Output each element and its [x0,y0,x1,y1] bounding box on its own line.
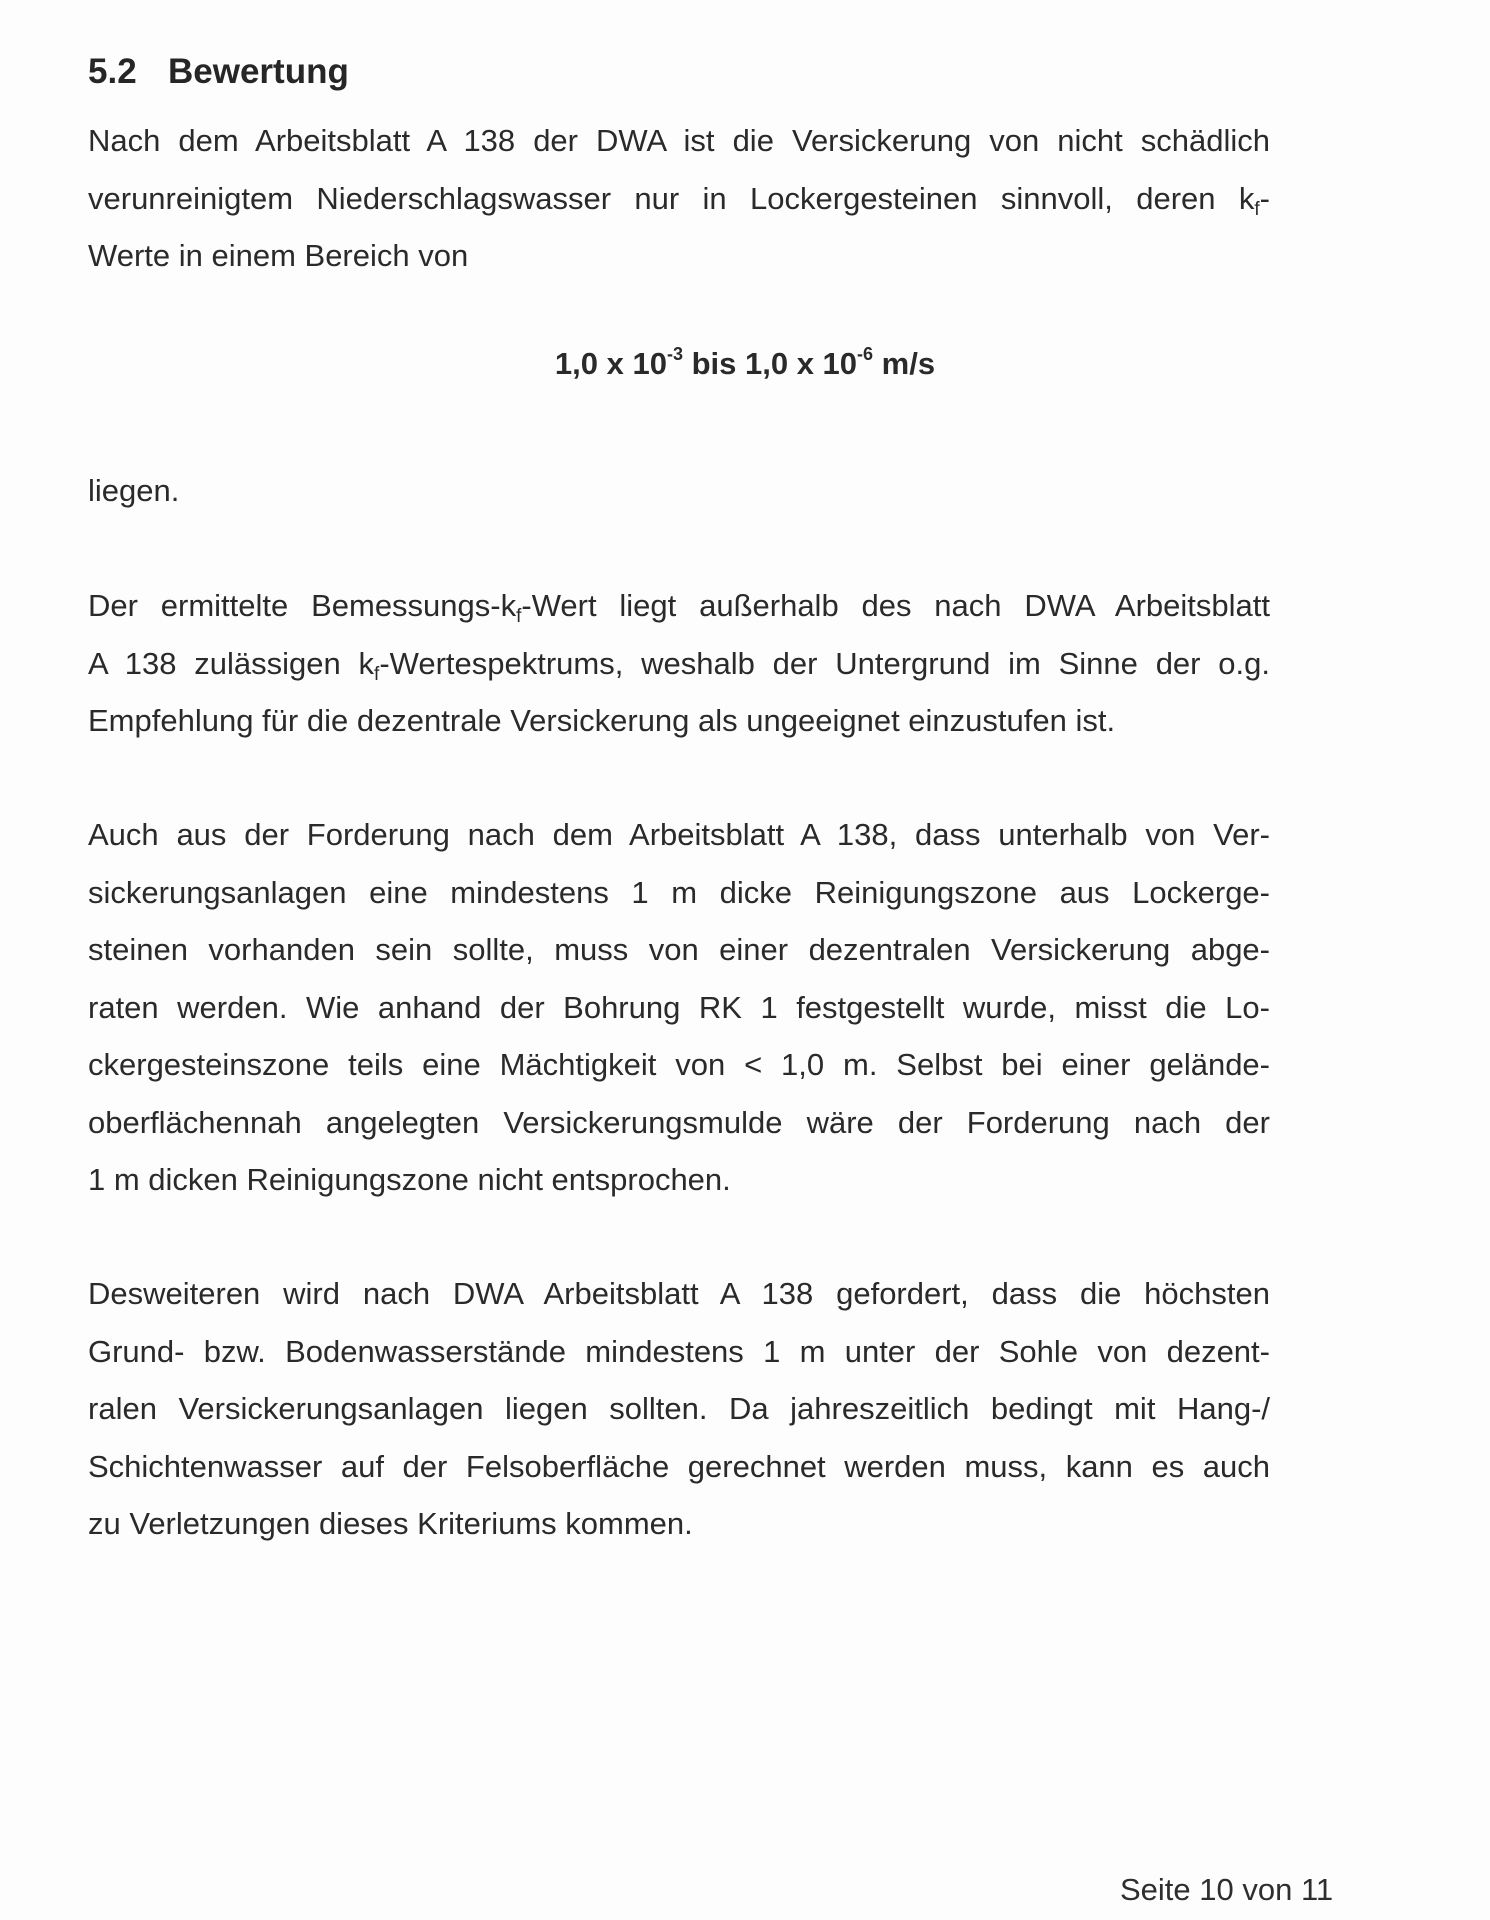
text-line: Empfehlung für die dezentrale Versickerung als ungeeignet einzustufen ist. [88,703,1116,738]
kf-range-formula [0,346,1490,382]
text-span: -Wertespektrums, weshalb der Untergrund im Sinne der o.g. [379,645,1270,681]
text-line: sickerungsanlagen eine mindestens 1 m dicke Reinigungszone aus Lockerge- [88,874,1270,910]
text-line: raten werden. Wie anhand der Bohrung RK 1 festgestellt wurde, misst die Lo- [88,989,1270,1025]
exponent: -3 [666,344,683,364]
section-number: 5.2 [88,52,137,91]
text-line: Nach dem Arbeitsblatt A 138 der DWA ist die Versickerung von nicht schädlich [88,123,1270,158]
text-line: Desweiteren wird nach DWA Arbeitsblatt A 138 gefordert, dass die höchsten [88,1276,1270,1311]
subscript: f [374,663,380,685]
text-span: A 138 zulässigen k [88,645,375,681]
subscript: f [1254,198,1260,220]
paragraph-3 [88,806,1270,1209]
text-line: zu Verletzungen dieses Kriteriums kommen. [88,1506,693,1541]
text-line: Auch aus der Forderung nach dem Arbeitsblatt A 138, dass unterhalb von Ver- [88,817,1270,852]
text-line [88,577,1270,635]
text-line: 1 m dicken Reinigungszone nicht entsprochen. [88,1162,731,1197]
text-line [88,170,1270,228]
text-line: Grund- bzw. Bodenwasserstände mindestens 1 m unter der Sohle von dezent- [88,1333,1270,1369]
section-title: Bewertung [168,52,349,91]
text-line: steinen vorhanden sein sollte, muss von einer dezentralen Versickerung abge- [88,932,1270,967]
formula-part: m/s [873,346,936,381]
text-line: oberflächennah angelegten Versickerungsmulde wäre der Forderung nach der [88,1104,1270,1140]
section-heading [88,52,349,92]
text-span: verunreinigtem Niederschlagswasser nur in Lockergesteinen sinnvoll, deren k [88,180,1255,216]
paragraph-1-end [88,462,1270,520]
formula-part: 1,0 x 10 [554,346,667,381]
text-span: Der ermittelte Bemessungs-k [88,588,517,623]
text-line: Schichtenwasser auf der Felsoberfläche gerechnet werden muss, kann es auch [88,1448,1270,1484]
paragraph-2 [88,577,1270,750]
formula-part: bis 1,0 x 10 [682,346,858,381]
text-span: -Wert liegt außerhalb des nach DWA Arbeitsblatt [521,588,1270,623]
page-number: Seite 10 von 11 [1120,1872,1334,1907]
exponent: -6 [857,344,874,364]
paragraph-1 [88,112,1270,285]
paragraph-4 [88,1265,1270,1553]
text-line: ralen Versickerungsanlagen liegen sollten. Da jahreszeitlich bedingt mit Hang-/ [88,1391,1270,1426]
text-span: - [1259,180,1270,216]
text-line: liegen. [88,473,180,508]
text-line: Werte in einem Bereich von [88,238,469,273]
text-line: ckergesteinszone teils eine Mächtigkeit von < 1,0 m. Selbst bei einer gelände- [88,1047,1270,1082]
subscript: f [516,606,522,627]
text-line [88,635,1270,693]
